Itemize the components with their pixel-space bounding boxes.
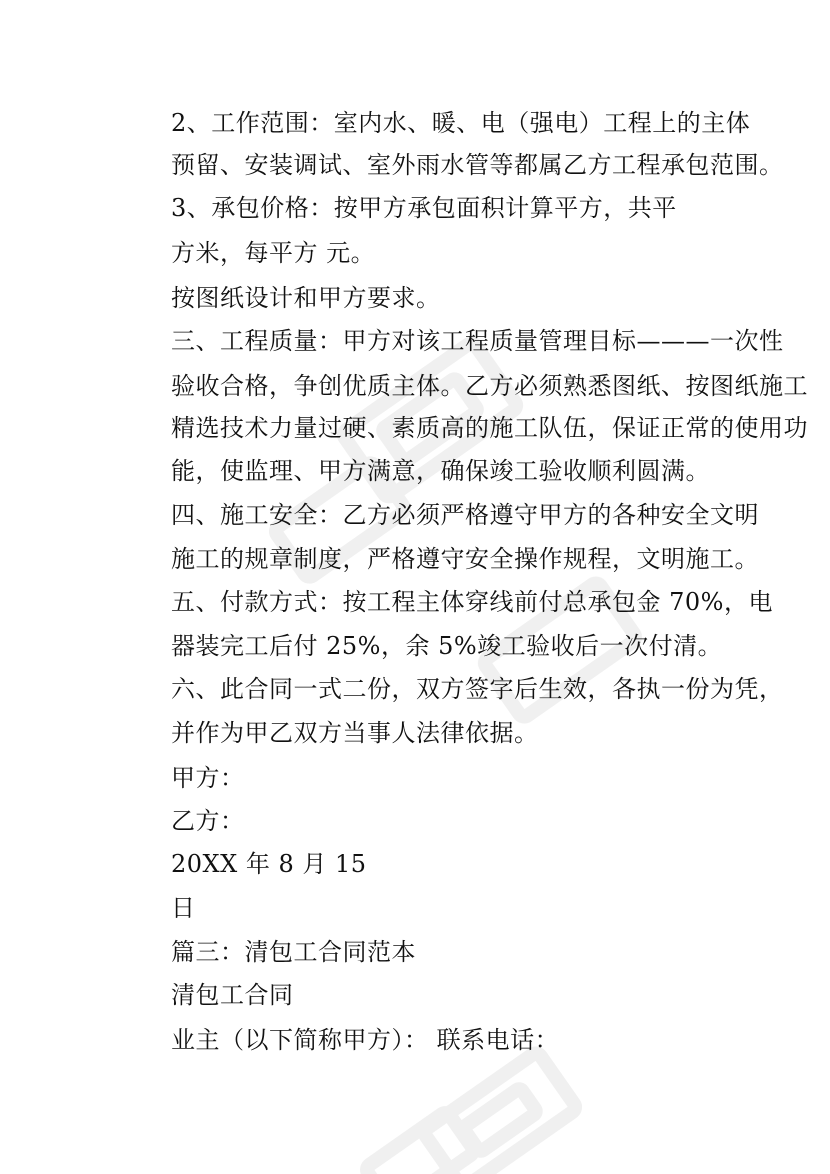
paragraph-line-6: 三、工程质量：甲方对该工程质量管理目标———一次性	[171, 327, 784, 355]
paragraph-line-1: 2、工作范围：室内水、暖、电（强电）工程上的主体	[171, 109, 751, 137]
date-day-char: 日	[171, 894, 196, 922]
paragraph-line-7: 验收合格，争创优质主体。乙方必须熟悉图纸、按图纸施工	[171, 372, 808, 400]
paragraph-line-11: 施工的规章制度，严格遵守安全操作规程，文明施工。	[171, 545, 759, 573]
paragraph-line-12: 五、付款方式：按工程主体穿线前付总承包金 70%，电	[171, 588, 773, 616]
paragraph-line-13: 器装完工后付 25%，余 5%竣工验收后一次付清。	[171, 632, 723, 660]
paragraph-line-5: 按图纸设计和甲方要求。	[171, 284, 441, 312]
paragraph-line-4: 方米，每平方 元。	[171, 239, 376, 267]
paragraph-line-10: 四、施工安全：乙方必须严格遵守甲方的各种安全文明	[171, 501, 759, 529]
paragraph-line-3: 3、承包价格：按甲方承包面积计算平方，共平	[171, 194, 677, 222]
paragraph-line-9: 能，使监理、甲方满意，确保竣工验收顺利圆满。	[171, 457, 710, 485]
paragraph-line-8: 精选技术力量过硬、素质高的施工队伍，保证正常的使用功	[171, 414, 808, 442]
paragraph-line-14: 六、此合同一式二份，双方签字后生效，各执一份为凭，	[171, 675, 784, 703]
date-line: 20XX 年 8 月 15	[171, 850, 367, 878]
section-heading: 篇三：清包工合同范本	[171, 938, 416, 966]
paragraph-line-2: 预留、安装调试、室外雨水管等都属乙方工程承包范围。	[171, 151, 784, 179]
party-a-label: 甲方：	[171, 764, 245, 792]
paragraph-line-15: 并作为甲乙双方当事人法律依据。	[171, 719, 539, 747]
owner-line: 业主（以下简称甲方）： 联系电话：	[171, 1026, 560, 1054]
contract-title: 清包工合同	[171, 981, 294, 1009]
party-b-label: 乙方：	[171, 807, 245, 835]
